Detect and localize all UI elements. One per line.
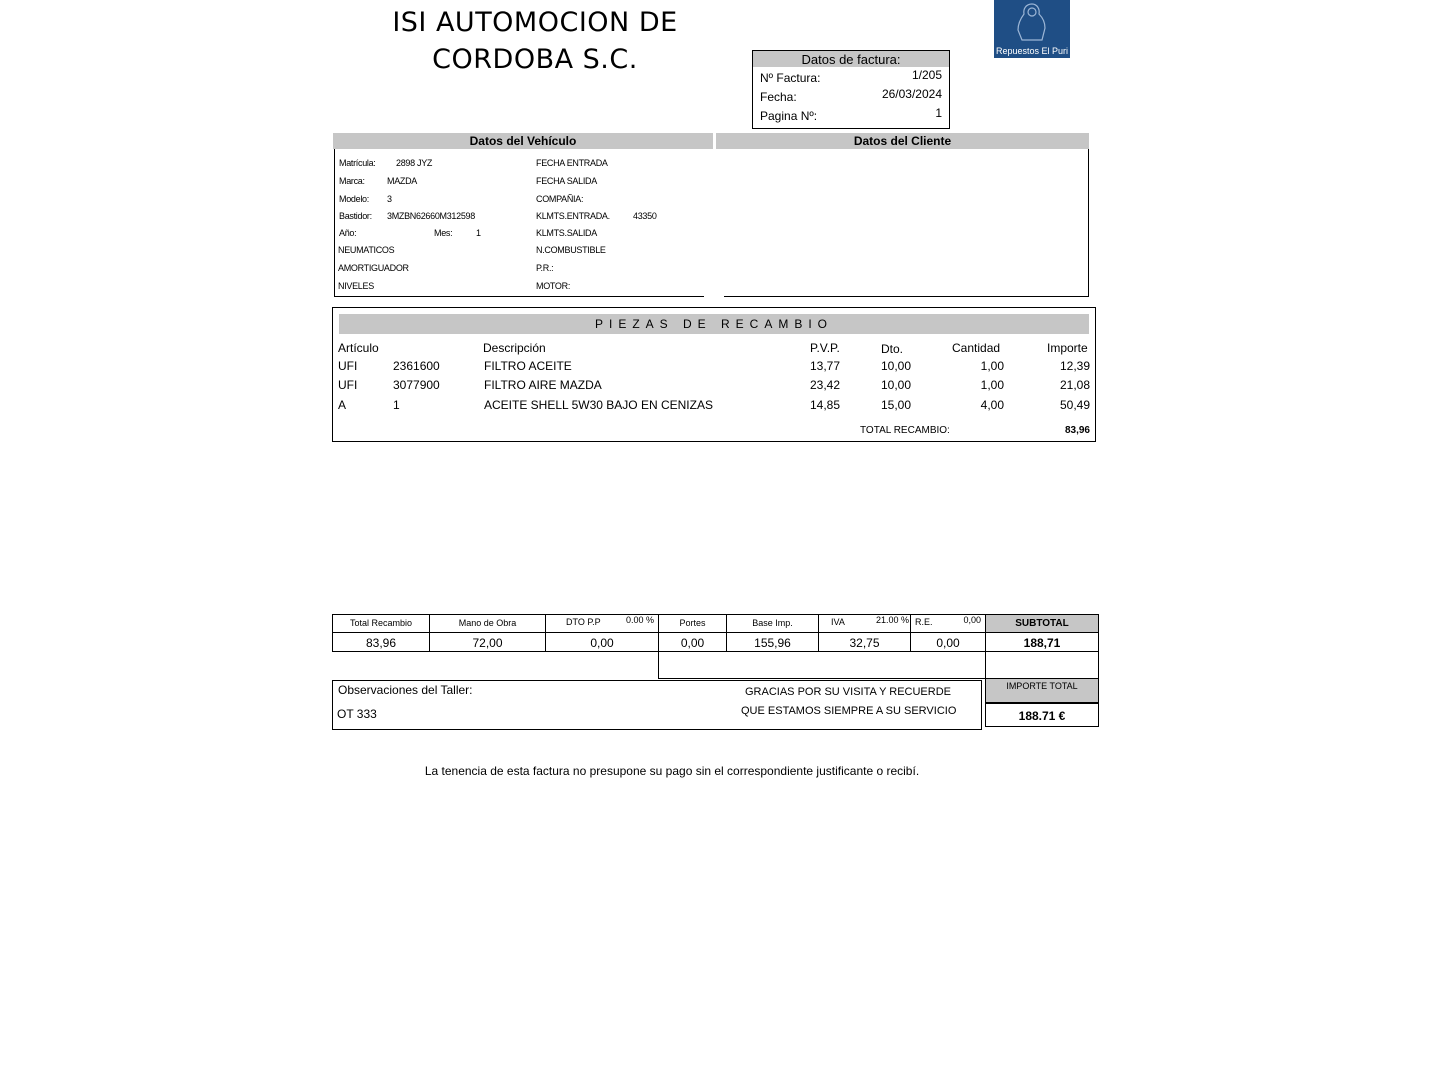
- row-pvp: 23,42: [809, 378, 840, 392]
- row-cantidad: 1,00: [980, 359, 1004, 373]
- subtotal-cell: 188,71: [985, 632, 1099, 652]
- row-importe: 21,08: [1059, 378, 1090, 392]
- header-articulo: Artículo: [338, 341, 379, 355]
- parts-section: [332, 307, 1096, 442]
- base-imp-header: Base Imp.: [726, 614, 819, 633]
- base-imp-cell: 155,96: [726, 632, 819, 652]
- vehicle-title: Datos del Vehículo: [333, 133, 713, 149]
- bastidor-value: 3MZBN62660M312598: [387, 211, 475, 221]
- company-name-line2: CORDOBA S.C.: [432, 44, 638, 75]
- empty-subtotal-cell: [985, 651, 1099, 679]
- total-recambio-value: 83,96: [1064, 425, 1090, 436]
- matricula-value: 2898 JYZ: [396, 158, 433, 168]
- pr-label: P.R.:: [536, 263, 554, 273]
- row-pvp: 13,77: [809, 359, 840, 373]
- row-ref: 1: [393, 398, 400, 412]
- header-descripcion: Descripción: [483, 341, 546, 355]
- company-name: [360, 4, 710, 78]
- portes-cell: 0,00: [658, 632, 727, 652]
- invoice-page-label: Pagina Nº:: [760, 109, 818, 123]
- iva-label: IVA: [831, 617, 845, 627]
- neumaticos-label: NEUMATICOS: [338, 245, 395, 255]
- re-header: [910, 614, 986, 633]
- row-dto: 10,00: [880, 359, 911, 373]
- re-pct: 0,00: [963, 615, 981, 625]
- row-cantidad: 1,00: [980, 378, 1004, 392]
- mes-label: Mes:: [434, 228, 453, 238]
- header-dto: Dto.: [881, 342, 904, 356]
- modelo-value: 3: [387, 194, 392, 204]
- dto-pp-pct: 0.00 %: [625, 615, 654, 625]
- row-desc: FILTRO AIRE MAZDA: [484, 378, 602, 392]
- company-name-line1: ISI AUTOMOCION DE: [392, 7, 678, 38]
- row-articulo: UFI: [338, 378, 358, 392]
- vehicle-left-border: [334, 149, 335, 297]
- row-dto: 15,00: [880, 398, 911, 412]
- total-recambio-cell: 83,96: [332, 632, 430, 652]
- mano-obra-cell: 72,00: [429, 632, 546, 652]
- iva-header: [818, 614, 911, 633]
- anio-label: Año:: [339, 228, 357, 238]
- invoice-number-label: Nº Factura:: [760, 71, 821, 85]
- row-desc: FILTRO ACEITE: [484, 359, 572, 373]
- klmts-salida-label: KLMTS.SALIDA: [536, 228, 597, 238]
- invoice-number-row: [753, 67, 949, 86]
- total-recambio-header: Total Recambio: [332, 614, 430, 633]
- parts-title: PIEZAS DE RECAMBIO: [339, 314, 1089, 334]
- logo-text: Repuestos El Puri: [995, 46, 1069, 56]
- observations-label: Observaciones del Taller:: [338, 683, 473, 697]
- header-pvp: P.V.P.: [810, 341, 840, 355]
- empty-cell: [658, 651, 986, 679]
- invoice-data-box: [752, 50, 950, 129]
- importe-total-label: IMPORTE TOTAL: [985, 678, 1099, 703]
- client-title: Datos del Cliente: [716, 133, 1089, 149]
- row-importe: 50,49: [1059, 398, 1090, 412]
- iva-cell: 32,75: [818, 632, 911, 652]
- header-importe: Importe: [1047, 341, 1088, 355]
- re-label: R.E.: [915, 617, 933, 627]
- invoice-page-row: [753, 105, 949, 124]
- fecha-entrada-label: FECHA ENTRADA: [536, 158, 608, 168]
- portes-header: Portes: [658, 614, 727, 633]
- total-recambio-label: TOTAL RECAMBIO:: [860, 425, 950, 436]
- dto-pp-header: [545, 614, 659, 633]
- mes-value: 1: [476, 228, 481, 238]
- matricula-label: Matrícula:: [339, 158, 376, 168]
- observations-box: [332, 680, 982, 730]
- invoice-data-title: Datos de factura:: [753, 51, 949, 67]
- row-dto: 10,00: [880, 378, 911, 392]
- invoice-date-row: [753, 86, 949, 105]
- row-importe: 12,39: [1059, 359, 1090, 373]
- subtotal-header: SUBTOTAL: [985, 614, 1099, 633]
- vehicle-client-section: [333, 133, 1089, 297]
- row-desc: ACEITE SHELL 5W30 BAJO EN CENIZAS: [484, 398, 713, 412]
- mano-obra-header: Mano de Obra: [429, 614, 546, 633]
- iva-pct: 21.00 %: [875, 615, 909, 625]
- combustible-label: N.COMBUSTIBLE: [536, 245, 606, 255]
- dto-pp-cell: 0,00: [545, 632, 659, 652]
- invoice-number-value: 1/205: [911, 68, 942, 82]
- client-right-border: [1088, 149, 1089, 297]
- row-pvp: 14,85: [809, 398, 840, 412]
- importe-total-value: 188.71 €: [985, 703, 1099, 727]
- klmts-entrada-label: KLMTS.ENTRADA.: [536, 211, 610, 221]
- modelo-label: Modelo:: [339, 194, 369, 204]
- header-cantidad: Cantidad: [952, 341, 1001, 355]
- amortiguador-label: AMORTIGUADOR: [338, 263, 409, 273]
- thanks-line2: QUE ESTAMOS SIEMPRE A SU SERVICIO: [741, 705, 957, 717]
- footer-note: La tenencia de esta factura no presupone su pago sin el correspondiente justificante o recibí.: [424, 764, 920, 778]
- klmts-entrada-value: 43350: [633, 211, 657, 221]
- row-articulo: A: [338, 398, 347, 412]
- marca-value: MAZDA: [387, 176, 418, 186]
- row-cantidad: 4,00: [980, 398, 1004, 412]
- row-articulo: UFI: [338, 359, 358, 373]
- observations-text: OT 333: [337, 707, 377, 721]
- mechanic-icon: [994, 0, 1070, 46]
- row-ref: 3077900: [393, 378, 440, 392]
- dto-pp-label: DTO P.P: [566, 617, 601, 627]
- marca-label: Marca:: [339, 176, 365, 186]
- row-ref: 2361600: [393, 359, 440, 373]
- compania-label: COMPAÑIA:: [536, 194, 584, 204]
- fecha-salida-label: FECHA SALIDA: [536, 176, 597, 186]
- invoice-date-value: 26/03/2024: [881, 87, 942, 101]
- motor-label: MOTOR:: [536, 281, 571, 291]
- company-logo: [994, 0, 1070, 58]
- invoice-date-label: Fecha:: [760, 90, 797, 104]
- thanks-line1: GRACIAS POR SU VISITA Y RECUERDE: [745, 686, 951, 698]
- niveles-label: NIVELES: [338, 281, 374, 291]
- vehicle-bottom-border: [334, 296, 704, 297]
- re-cell: 0,00: [910, 632, 986, 652]
- invoice-page-value: 1: [935, 106, 942, 120]
- bastidor-label: Bastidor:: [339, 211, 372, 221]
- client-bottom-border: [724, 296, 1088, 297]
